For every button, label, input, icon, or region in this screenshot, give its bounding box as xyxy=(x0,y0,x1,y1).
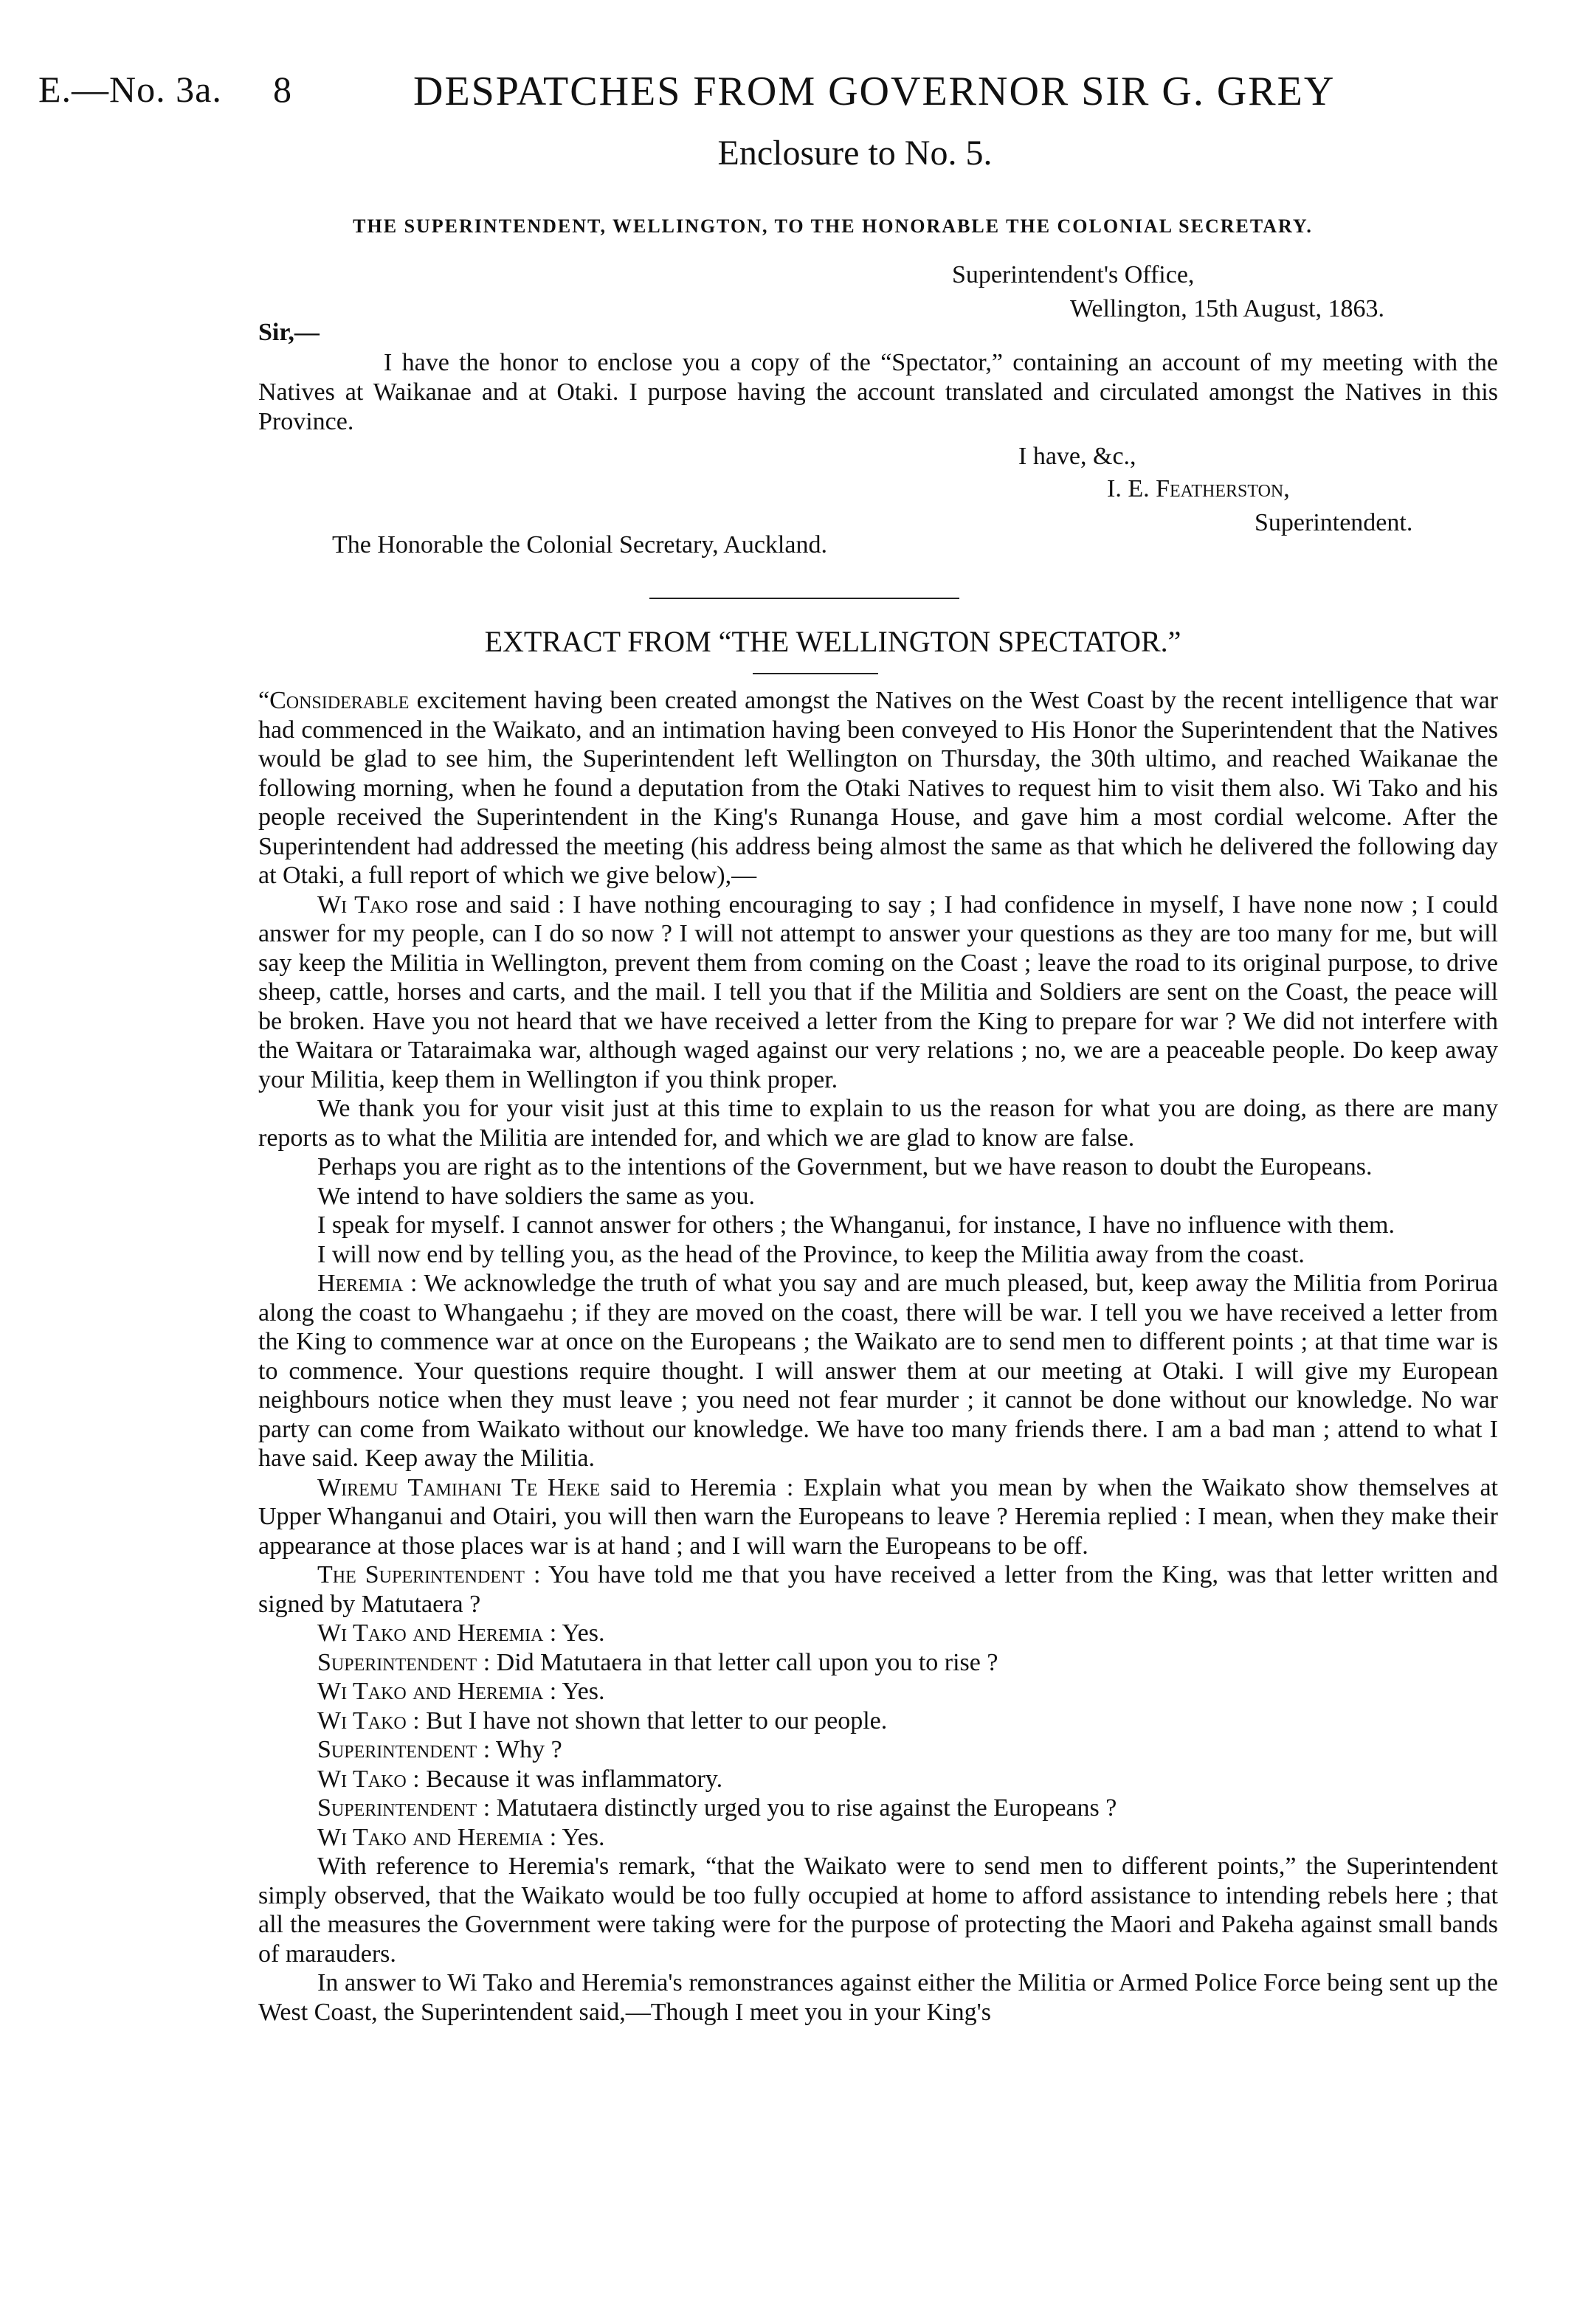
speaker-name: Wi Tako and Heremia xyxy=(317,1678,544,1705)
paragraph-text: : You have told me that you have received a letter from the King, was that letter written and signed by Matutaera ? xyxy=(258,1561,1499,1618)
paragraph xyxy=(258,1677,1498,1706)
paragraph xyxy=(258,1735,1498,1765)
speaker-name: Heremia xyxy=(317,1270,404,1297)
paragraph xyxy=(258,1473,1498,1561)
paragraph-text: : Yes. xyxy=(543,1619,605,1647)
paragraph xyxy=(258,1852,1498,1968)
speaker-name: Wiremu Tamihani Te Heke xyxy=(317,1473,601,1501)
page-title: DESPATCHES FROM GOVERNOR SIR G. GREY xyxy=(413,69,1336,114)
paragraph xyxy=(258,1619,1498,1648)
letter-heading: THE SUPERINTENDENT, WELLINGTON, TO THE HONORABLE THE COLONIAL SECRETARY. xyxy=(353,215,1313,237)
speaker-name: Wi Tako and Heremia xyxy=(317,1619,544,1647)
paragraph xyxy=(258,1706,1498,1736)
title-underline xyxy=(753,673,878,674)
paragraph xyxy=(258,1182,1498,1211)
paragraph xyxy=(258,1765,1498,1794)
paragraph xyxy=(258,890,1498,1095)
paragraph-text: We thank you for your visit just at this time to explain to us the reason for what you are doing, as there are many reports as to what the Militia are intended for, and which we are glad to know are false. xyxy=(258,1095,1498,1152)
paragraph-text: In answer to Wi Tako and Heremia's remonstrances against either the Militia or Armed Police Force being sent up the West Coast, the Superintendent said,—Though I meet you in your King's xyxy=(258,1969,1498,2026)
paragraph xyxy=(258,1794,1498,1823)
speaker-name: Wi Tako xyxy=(317,1765,407,1793)
letter-body: I have the honor to enclose you a copy of the “Spectator,” containing an account of my meeting with the Natives at Waikanae and at Otaki. I purpose having the account translated and circulated amongst the Natives in this Province. xyxy=(258,349,1498,435)
paragraph-text: : Yes. xyxy=(543,1823,605,1851)
paragraph xyxy=(258,1240,1498,1270)
paragraph-text: : Yes. xyxy=(543,1678,605,1705)
extract-body xyxy=(258,686,1498,2027)
paragraph-text: : Did Matutaera in that letter call upon you to rise ? xyxy=(477,1648,998,1676)
paragraph xyxy=(258,1211,1498,1240)
paragraph xyxy=(258,1968,1498,2027)
paragraph-text: Perhaps you are right as to the intentions of the Government, but we have reason to doubt the Europeans. xyxy=(317,1153,1373,1180)
paragraph-text: With reference to Heremia's remark, “that the Waikato were to send men to different points,” the Superintendent simply observed, that the Waikato would be too fully occupied at home to afford assistance to intending rebels here ; that all the measures the Government were taking were for the purpose of protecting the Maori and Pakeha against small bands of marauders. xyxy=(258,1853,1498,1968)
signoff-title: Superintendent. xyxy=(1255,509,1413,536)
speaker-name: Wi Tako and Heremia xyxy=(317,1823,544,1851)
paragraph-text: : But I have not shown that letter to our people. xyxy=(406,1706,888,1735)
speaker-name: Superintendent xyxy=(317,1794,477,1822)
office-address xyxy=(952,258,1384,326)
paragraph xyxy=(258,1152,1498,1182)
paragraph xyxy=(258,1269,1498,1473)
addressee: The Honorable the Colonial Secretary, Auckland. xyxy=(332,531,827,558)
paragraph-text: We intend to have soldiers the same as you. xyxy=(317,1182,756,1210)
signoff-closing: I have, &c., xyxy=(1018,443,1136,470)
paragraph-text: I speak for myself. I cannot answer for others ; the Whanganui, for instance, I have no influence with them. xyxy=(317,1211,1395,1239)
enclosure-heading: Enclosure to No. 5. xyxy=(717,134,993,173)
section-divider xyxy=(649,598,959,599)
speaker-name: Wi Tako xyxy=(317,890,408,919)
paragraph xyxy=(258,686,1498,890)
signoff-name: I. E. Featherston, xyxy=(1107,475,1290,502)
paragraph-text: rose and said : I have nothing encouraging to say ; I had confidence in myself, I have none now ; I could answer for my people, can I do so now ? I will not attempt to answer your questions as they are too many for me, but will say keep the Militia in Wellington, prevent them from coming on the Coast ; leave the road to its original purpose, to drive sheep, cattle, horses and carts, and the mail. I tell you that if the Militia and Soldiers are sent on the Coast, the peace will be broken. Have you not heard that we have received a letter from the King to prepare for war ? We did not interfere with the Waitara or Tataraimaka war, although waged against our very relations ; no, we are a peaceable people. Do keep away your Militia, keep them in Wellington if you think proper. xyxy=(258,890,1498,1093)
paragraph-text: : We acknowledge the truth of what you say and are much pleased, but, keep away the Militia from Porirua along the coast to Whangaehu ; if they are moved on the coast, there will be war. I tell you we have received a letter from the King to commence war at once on the Europeans ; the Waikato are to send men to different points ; at that time war is to commence. Your questions require thought. I will answer them at our meeting at Otaki. I will give my European neighbours notice when they must leave ; you need not fear murder ; it cannot be done without our knowledge. No war party can come from Waikato without our knowledge. We have too many friends there. I am a bad man ; attend to what I have said. Keep away the Militia. xyxy=(258,1270,1498,1472)
salutation: Sir,— xyxy=(258,319,320,346)
page-number: 8 xyxy=(273,69,291,110)
document-reference: E.—No. 3a. xyxy=(38,69,222,110)
office-line-2: Wellington, 15th August, 1863. xyxy=(1070,295,1385,322)
speaker-name: Superintendent xyxy=(317,1648,477,1676)
paragraph xyxy=(258,1094,1498,1152)
paragraph xyxy=(258,1648,1498,1678)
paragraph-text: excitement having been created amongst the Natives on the West Coast by the recent intelligence that war had commenced in the Waikato, and an intimation having been conveyed to His Honor the Superintendent that the Natives would be glad to see him, the Superintendent left Wellington on Thursday, the 30th ultimo, and reached Waikanae the following morning, when he found a deputation from the Otaki Natives to request him to visit them also. Wi Tako and his people received the Superintendent in the King's Runanga House, and gave him a most cordial welcome. After the Superintendent had addressed the meeting (his address being almost the same as that which he delivered the following day at Otaki, a full report of which we give below),— xyxy=(258,687,1498,889)
paragraph-text: : Why ? xyxy=(477,1736,562,1763)
paragraph-text: said to Heremia : Explain what you mean by when the Waikato show themselves at Upper Whanganui and Otairi, you will then warn the Europeans to leave ? Heremia replied : I mean, when they make their appearance at those places war is at hand ; and I will warn the Europeans to be off. xyxy=(258,1473,1498,1560)
paragraph-text: : Because it was inflammatory. xyxy=(406,1765,723,1793)
paragraph-text: I will now end by telling you, as the head of the Province, to keep the Militia away from the coast. xyxy=(317,1240,1305,1268)
speaker-name: The Superintendent xyxy=(317,1561,525,1588)
page-header xyxy=(0,68,1577,120)
speaker-name: Superintendent xyxy=(317,1736,477,1763)
speaker-name: “Considerable xyxy=(258,687,410,714)
paragraph xyxy=(258,1560,1498,1619)
office-line-1: Superintendent's Office, xyxy=(952,261,1195,288)
speaker-name: Wi Tako xyxy=(317,1706,407,1735)
extract-title: EXTRACT FROM “THE WELLINGTON SPECTATOR.” xyxy=(484,625,1181,658)
paragraph xyxy=(258,1823,1498,1853)
paragraph-text: : Matutaera distinctly urged you to rise against the Europeans ? xyxy=(477,1794,1117,1822)
